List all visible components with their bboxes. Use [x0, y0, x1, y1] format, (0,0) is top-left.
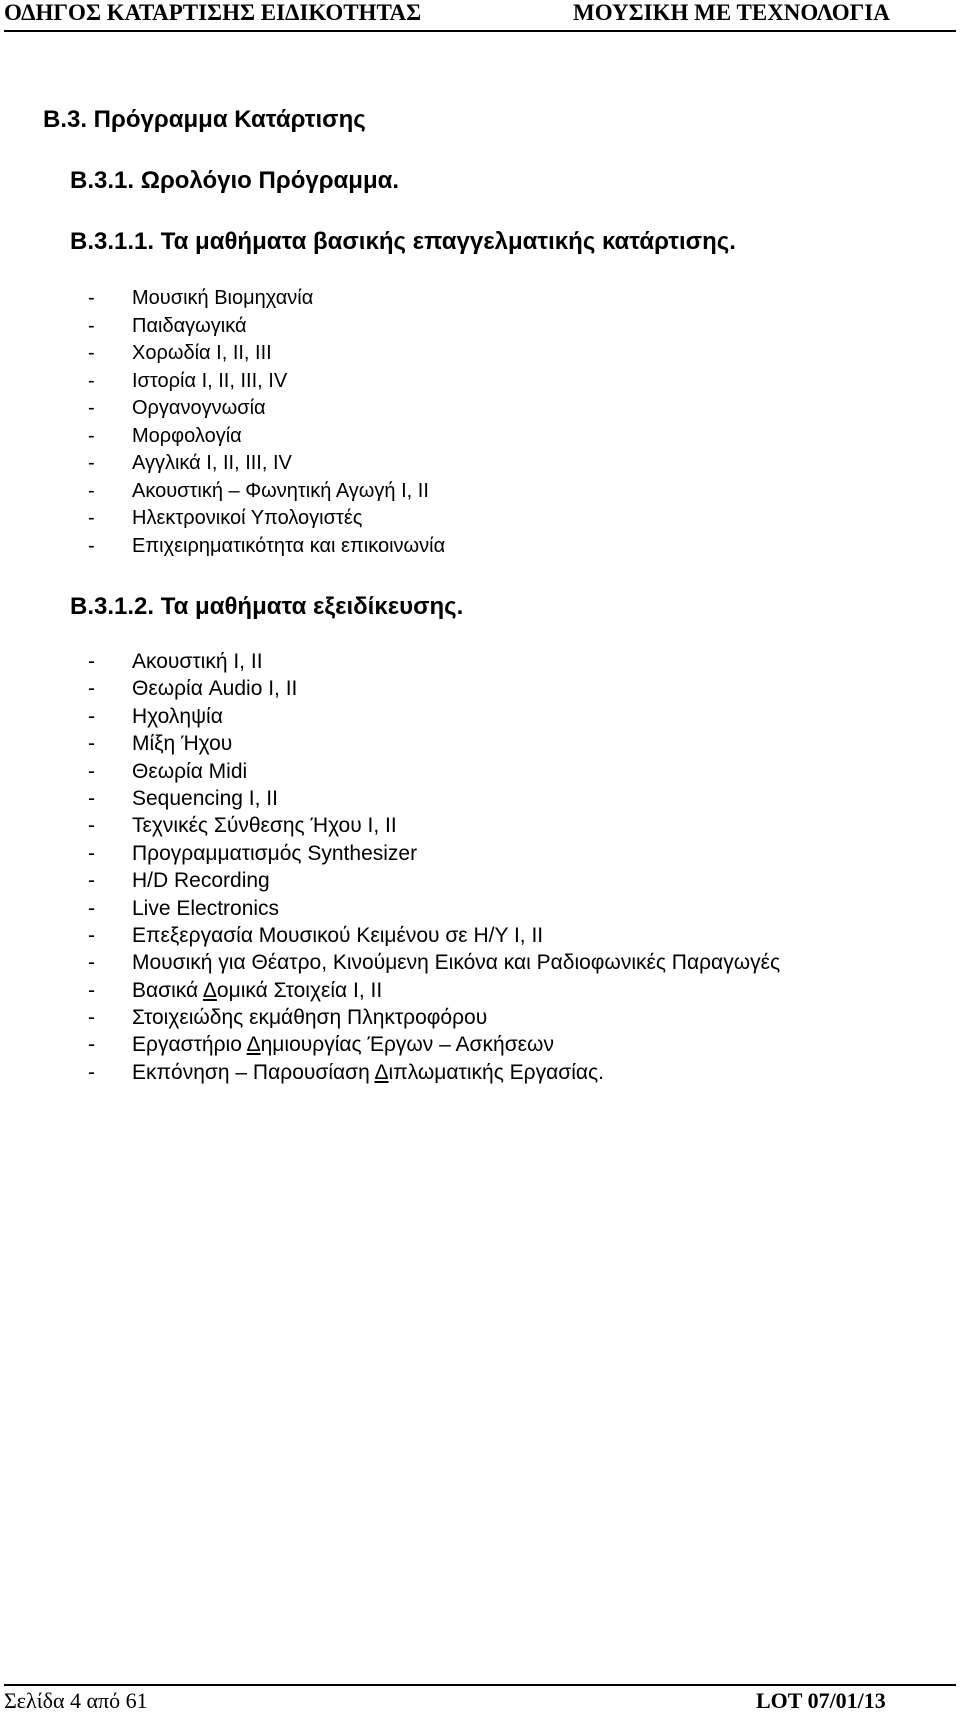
section-heading-b312: Β.3.1.2. Τα μαθήματα εξειδίκευσης. [70, 593, 464, 620]
page-header [0, 0, 960, 32]
course-name: Ακουστική Ι, ΙΙ [132, 650, 263, 673]
section-heading-b311: Β.3.1.1. Τα μαθήματα βασικής επαγγελματικής κατάρτισης. [70, 228, 736, 255]
list-dash: - [88, 732, 95, 756]
course-name: Μίξη Ήχου [132, 732, 233, 756]
list-dash: - [88, 1033, 95, 1057]
list-item [88, 450, 445, 478]
course-name: Παιδαγωγικά [132, 314, 247, 337]
list-dash: - [88, 507, 95, 529]
course-name: Στοιχειώδης εκμάθηση Πληκτροφόρου [132, 1006, 488, 1030]
list-dash: - [88, 369, 95, 392]
course-name: Οργανογνωσία [132, 397, 266, 419]
list-dash: - [88, 923, 95, 947]
list-dash: - [88, 424, 95, 447]
header-guide-title: ΟΔΗΓΟΣ ΚΑΤΑΡΤΙΣΗΣ ΕΙΔΙΚΟΤΗΤΑΣ [4, 0, 422, 25]
course-name: Ακουστική – Φωνητική Αγωγή Ι, ΙΙ [132, 479, 429, 502]
header-divider [4, 30, 956, 32]
list-dash: - [88, 650, 95, 673]
list-dash: - [88, 704, 95, 728]
course-name: Sequencing I, II [132, 786, 278, 810]
list-dash: - [88, 1060, 95, 1084]
list-dash: - [88, 869, 95, 893]
course-name: Live Electronics [132, 896, 280, 920]
list-item [88, 648, 780, 675]
course-name: Εκπόνηση – Παρουσίαση Διπλωματικής Εργασίας. [132, 1060, 605, 1084]
course-name: Τεχνικές Σύνθεσης Ήχου Ι, ΙΙ [132, 814, 397, 838]
list-item [88, 867, 780, 894]
list-dash: - [88, 314, 95, 337]
list-item [88, 368, 445, 396]
list-dash: - [88, 896, 95, 920]
list-item [88, 703, 780, 730]
list-dash: - [88, 677, 95, 701]
list-dash: - [88, 342, 95, 364]
course-name: Μουσική Βιομηχανία [132, 287, 314, 309]
list-dash: - [88, 759, 95, 783]
list-item [88, 840, 780, 867]
page-number: Σελίδα 4 από 61 [4, 1688, 148, 1713]
underlined-letter: Δ [246, 1033, 261, 1057]
list-item [88, 1059, 780, 1086]
course-name: Βασικά Δομικά Στοιχεία Ι, ΙΙ [132, 978, 383, 1002]
header-specialty-title: ΜΟΥΣΙΚΗ ΜΕ ΤΕΧΝΟΛΟΓΙΑ [573, 0, 890, 25]
course-name: Επιχειρηματικότητα και επικοινωνία [132, 534, 446, 557]
list-item [88, 949, 780, 976]
section-heading-b3: B.3. Πρόγραμμα Κατάρτισης [43, 106, 366, 133]
specialization-courses-list [88, 648, 780, 1086]
list-dash: - [88, 814, 95, 838]
list-item [88, 895, 780, 922]
course-name: Ηλεκτρονικοί Υπολογιστές [132, 507, 363, 529]
underlined-letter: Δ [202, 978, 217, 1002]
list-item [88, 785, 780, 812]
course-name: Μουσική για Θέατρο, Κινούμενη Εικόνα και Ραδιοφωνικές Παραγωγές [132, 951, 781, 975]
course-name: Μορφολογία [132, 424, 242, 447]
list-item [88, 340, 445, 368]
basic-courses-list [88, 285, 445, 560]
course-name: Θεωρία Audio I, II [132, 677, 298, 701]
course-name: Χορωδία Ι, ΙΙ, ΙΙΙ [132, 342, 272, 364]
footer-divider [4, 1684, 956, 1686]
list-item [88, 758, 780, 785]
list-item [88, 922, 780, 949]
list-dash: - [88, 951, 95, 975]
list-dash: - [88, 397, 95, 419]
course-name: H/D Recording [132, 869, 270, 893]
list-item [88, 478, 445, 506]
list-item [88, 533, 445, 561]
list-item [88, 730, 780, 757]
list-item [88, 812, 780, 839]
list-item [88, 505, 445, 533]
course-name: Αγγλικά Ι, ΙΙ, ΙΙΙ, ΙV [132, 452, 292, 474]
course-name: Προγραμματισμός Synthesizer [132, 841, 418, 865]
course-name: Ιστορία Ι, ΙΙ, ΙΙΙ, ΙV [132, 369, 288, 392]
list-item [88, 1004, 780, 1031]
course-name: Εργαστήριο Δημιουργίας Έργων – Ασκήσεων [132, 1033, 554, 1057]
list-dash: - [88, 479, 95, 502]
course-name: Επεξεργασία Μουσικού Κειμένου σε Η/Υ Ι, ΙΙ [132, 923, 544, 947]
course-name: Ηχοληψία [132, 704, 223, 728]
document-code: LOT 07/01/13 [756, 1688, 886, 1713]
page-footer [0, 1688, 960, 1718]
list-item [88, 313, 445, 341]
list-dash: - [88, 978, 95, 1002]
list-dash: - [88, 534, 95, 557]
list-item [88, 977, 780, 1004]
list-item [88, 395, 445, 423]
list-item [88, 423, 445, 451]
list-item [88, 285, 445, 313]
list-dash: - [88, 786, 95, 810]
list-dash: - [88, 452, 95, 474]
list-item [88, 675, 780, 702]
list-dash: - [88, 841, 95, 865]
section-heading-b31: B.3.1. Ωρολόγιο Πρόγραμμα. [70, 167, 400, 194]
list-dash: - [88, 1006, 95, 1030]
underlined-letter: Δ [374, 1060, 389, 1084]
list-dash: - [88, 287, 95, 309]
list-item [88, 1031, 780, 1058]
course-name: Θεωρία Midi [132, 759, 248, 783]
